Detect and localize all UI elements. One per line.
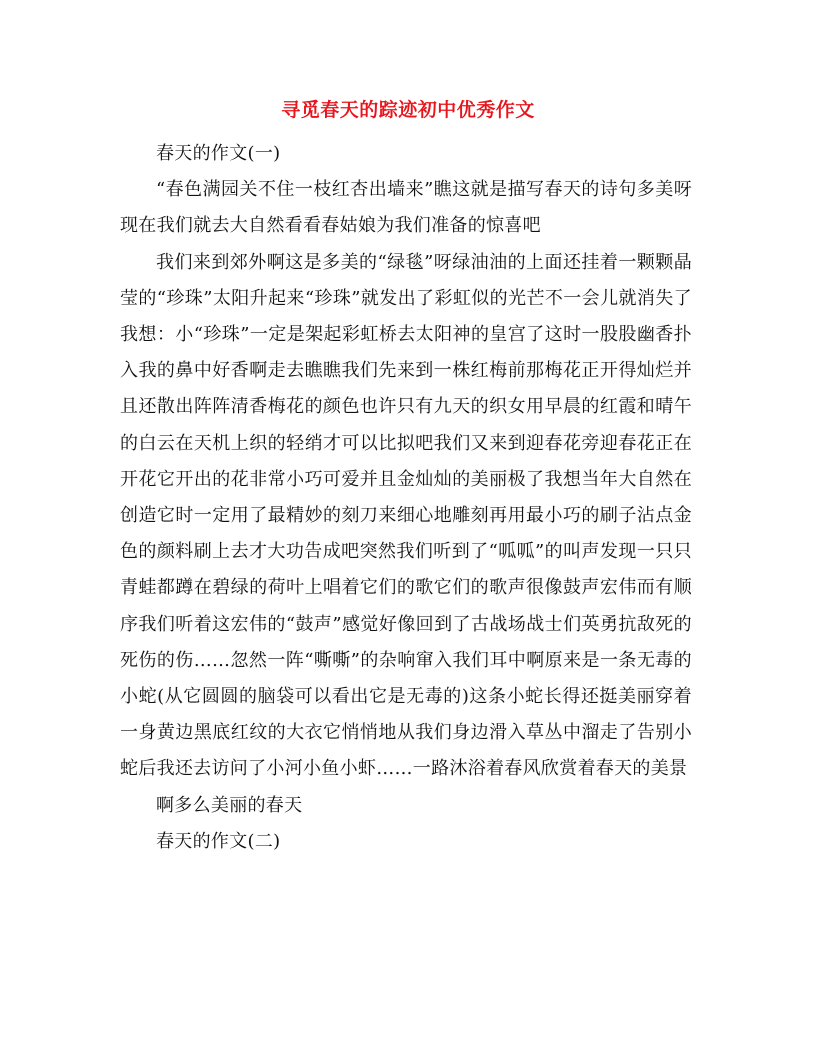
section-heading-1: 春天的作文(一) bbox=[156, 143, 281, 164]
paragraph-3: 啊多么美丽的春天 bbox=[156, 794, 303, 816]
document-body bbox=[120, 136, 692, 860]
paragraph-1: “春色满园关不住一枝红杏出墙来”瞧这就是描写春天的诗句多美呀现在我们就去大自然看看春姑娘为我们准备的惊喜吧 bbox=[120, 179, 692, 237]
section-heading-2: 春天的作文(二) bbox=[156, 830, 281, 852]
document-title: 寻觅春天的踪迹初中优秀作文 bbox=[281, 99, 535, 121]
paragraph-2: 我们来到郊外啊这是多美的“绿毯”呀绿油油的上面还挂着一颗颗晶莹的“珍珠”太阳升起来“珍珠”就发出了彩虹似的光芒不一会儿就消失了我想：小“珍珠”一定是架起彩虹桥去太阳神的皇宫了这时一股股幽香扑入我的鼻中好香啊走去瞧瞧我们先来到一株红梅前那梅花正开得灿烂并且还散出阵阵清香梅花的颜色也许只有九天的织女用早晨的红霞和晴午的白云在天机上织的轻绡才可以比拟吧我们又来到迎春花旁迎春花正在开花它开出的花非常小巧可爱并且金灿灿的美丽极了我想当年大自然在创造它时一定用了最精妙的刻刀来细心地雕刻再用最小巧的刷子沾点金色的颜料刷上去才大功告成吧突然我们听到了“呱呱”的叫声发现一只只青蛙都蹲在碧绿的荷叶上唱着它们的歌它们的歌声很像鼓声宏伟而有顺序我们听着这宏伟的“鼓声”感觉好像回到了古战场战士们英勇抗敌死的死伤的伤……忽然一阵“嘶嘶”的杂响窜入我们耳中啊原来是一条无毒的小蛇(从它圆圆的脑袋可以看出它是无毒的)这条小蛇长得还挺美丽穿着一身黄边黑底红纹的大衣它悄悄地从我们身边滑入草丛中溜走了告别小蛇后我还去访问了小河小鱼小虾……一路沐浴着春风欣赏着春天的美景 bbox=[120, 251, 692, 780]
